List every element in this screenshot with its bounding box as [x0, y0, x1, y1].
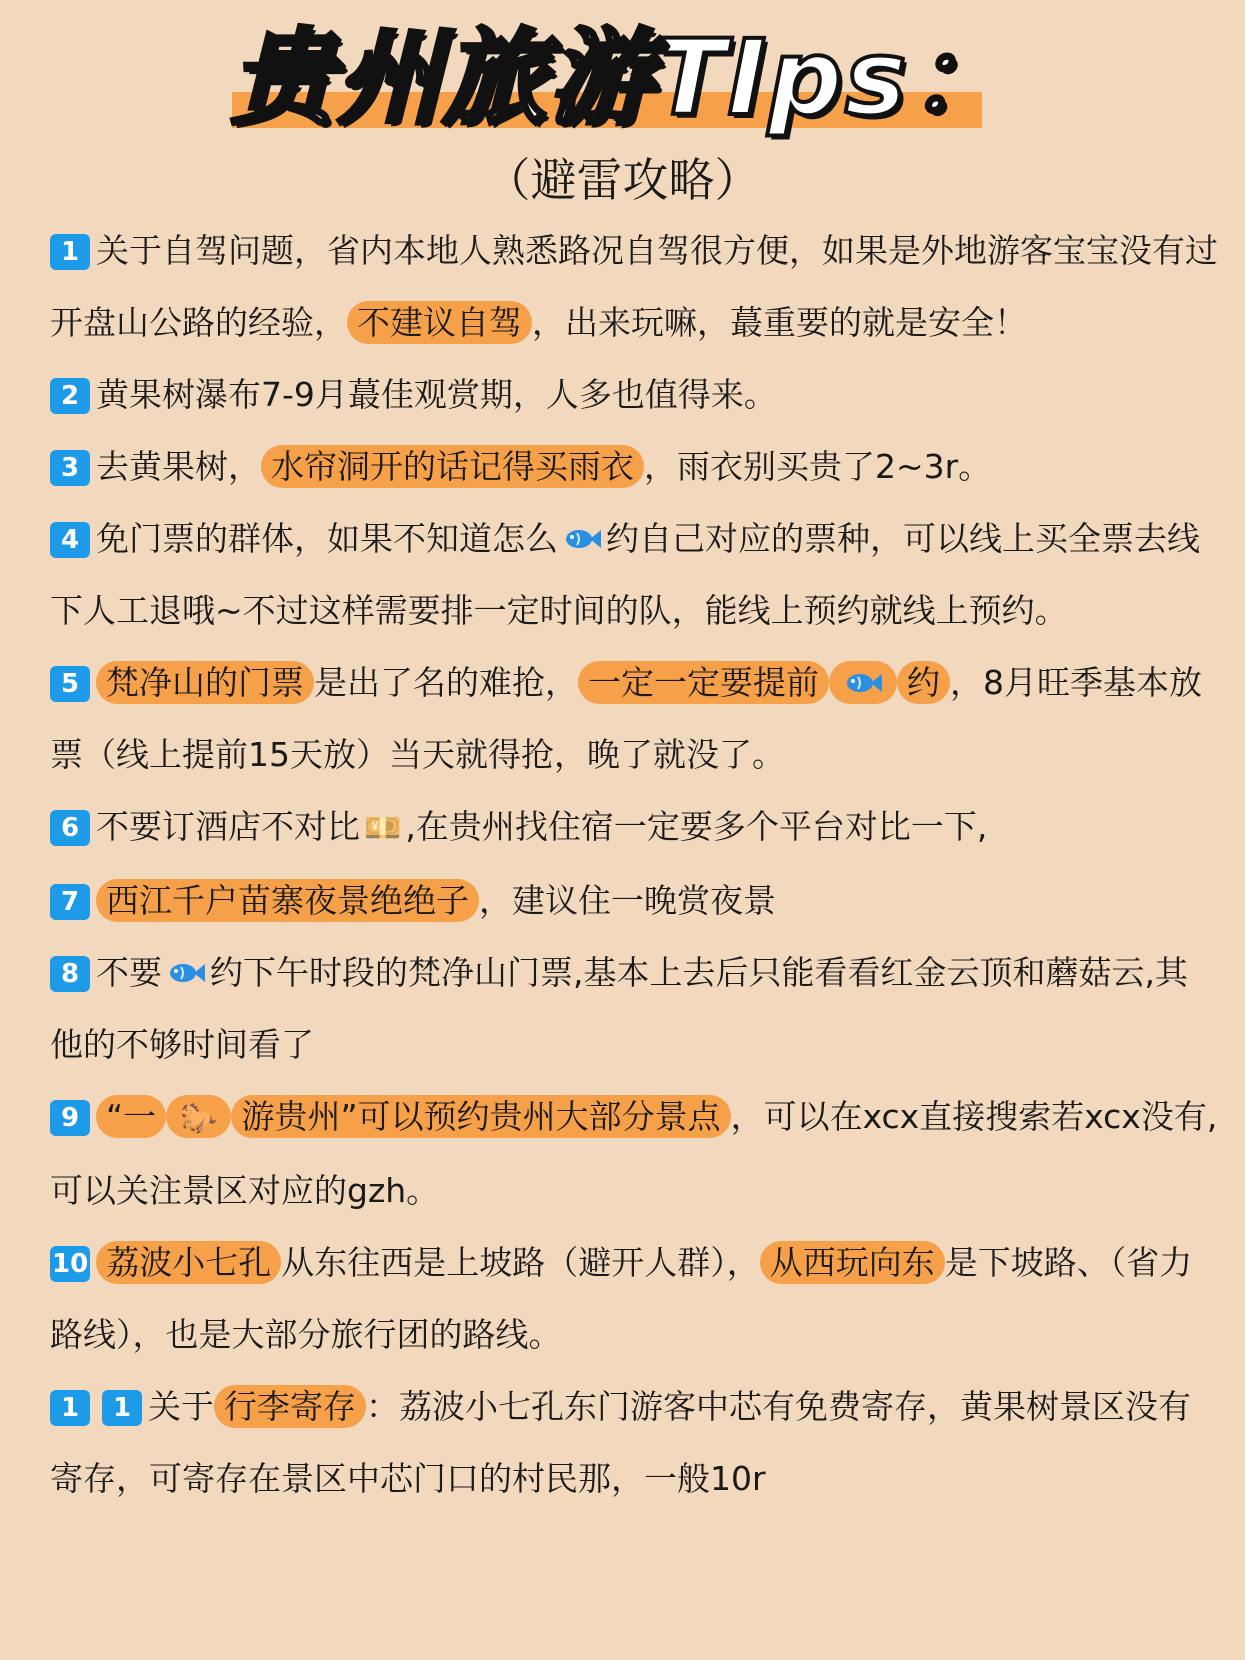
tip-text: ,在贵州找住宿一定要多个平台对比一下, — [405, 807, 988, 846]
highlighted-text: 约 — [897, 661, 950, 704]
tip-number-badge: 1 — [50, 234, 90, 270]
highlighted-text: 从西玩向东 — [760, 1241, 945, 1284]
tip-number-badge: 1 — [50, 1390, 90, 1426]
tip-number-badge: 6 — [50, 810, 90, 846]
tip-text: ：荔波小七孔东门游客中芯有免费寄存，黄果树景区没有寄存，可寄存在景区中芯门口的村民那，一般10r — [50, 1387, 1191, 1498]
tips-list — [50, 215, 1220, 1515]
tip-number-badge: 1 — [102, 1390, 142, 1426]
highlighted-text: 一定一定要提前 — [578, 661, 829, 704]
tip-text: 免门票的群体，如果不知道怎么 — [96, 519, 558, 558]
tip-text: ，雨衣别买贵了2~3r。 — [644, 447, 992, 486]
highlighted-text: “一 — [96, 1095, 166, 1138]
title-wrap — [0, 18, 1245, 138]
tip-item — [50, 503, 1220, 647]
tip-text: 关于自驾问题，省内本地人熟悉路况自驾很方便，如果是外地游客宝宝没有过开盘山公路的经验， — [50, 231, 1218, 342]
highlighted-text: 游贵州”可以预约贵州大部分景点 — [231, 1095, 730, 1138]
tip-text: 不要 — [96, 953, 162, 992]
highlighted-text: 荔波小七孔 — [96, 1241, 281, 1284]
highlighted-text: 行李寄存 — [214, 1385, 366, 1428]
page-subtitle: （避雷攻略） — [484, 153, 761, 207]
tip-item — [50, 359, 1220, 431]
tip-text: 是出了名的难抢， — [314, 663, 578, 702]
tip-item — [50, 431, 1220, 503]
tip-text: 约下午时段的梵净山门票,基本上去后只能看看红金云顶和蘑菇云,其他的不够时间看了 — [50, 953, 1188, 1064]
tip-text: 约自己对应的票种，可以线上买全票去线下人工退哦~不过这样需要排一定时间的队，能线上预约就线上预约。 — [50, 519, 1200, 630]
highlighted-text: 梵净山的门票 — [96, 661, 314, 704]
tip-item — [50, 1371, 1220, 1515]
tip-text: ，出来玩嘛，蕞重要的就是安全！ — [532, 303, 1027, 342]
tip-text: ，建议住一晚赏夜景 — [479, 881, 776, 920]
tip-number-badge: 9 — [50, 1100, 90, 1136]
tip-number-badge: 10 — [50, 1246, 90, 1282]
tip-item — [50, 1227, 1220, 1371]
tip-text: 不要订酒店不对比 — [96, 807, 360, 846]
tip-text: ，可以在xcx直接搜索若xcx没有,可以关注景区对应的gzh。 — [50, 1097, 1218, 1210]
tip-number-badge: 3 — [50, 450, 90, 486]
page-title: 贵州旅游TIps： — [230, 17, 1015, 139]
tip-text: 去黄果树， — [96, 447, 261, 486]
tip-text: 是下坡路、（省力路线），也是大部分旅行团的路线。 — [50, 1243, 1193, 1354]
tip-item — [50, 937, 1220, 1081]
highlight-mark — [829, 661, 897, 704]
tip-text: 黄果树瀑布7-9月蕞佳观赏期，人多也值得来。 — [96, 375, 777, 414]
horse-icon: 🐎 — [180, 1101, 218, 1136]
tip-number-badge: 4 — [50, 522, 90, 558]
tip-item — [50, 647, 1220, 791]
tip-number-badge: 2 — [50, 378, 90, 414]
fish-icon — [562, 507, 602, 537]
tip-text: ，8月旺季基本放票（线上提前15天放）当天就得抢，晚了就没了。 — [50, 663, 1202, 774]
tip-item — [50, 865, 1220, 937]
tip-item — [50, 791, 1220, 865]
highlighted-text: 水帘洞开的话记得买雨衣 — [261, 445, 644, 488]
highlighted-text: 西江千户苗寨夜景绝绝子 — [96, 879, 479, 922]
money-icon: 💴 — [364, 811, 402, 846]
tip-number-badge: 8 — [50, 956, 90, 992]
fish-icon — [166, 941, 206, 971]
tip-item — [50, 1081, 1220, 1227]
tip-number-badge: 7 — [50, 884, 90, 920]
highlight-mark — [166, 1095, 231, 1138]
tip-item — [50, 215, 1220, 359]
tip-number-badge: 5 — [50, 666, 90, 702]
tip-text: 关于 — [148, 1387, 214, 1426]
fish-icon — [843, 651, 883, 681]
highlighted-text: 不建议自驾 — [347, 301, 532, 344]
tip-text: 从东往西是上坡路（避开人群）， — [281, 1243, 760, 1282]
